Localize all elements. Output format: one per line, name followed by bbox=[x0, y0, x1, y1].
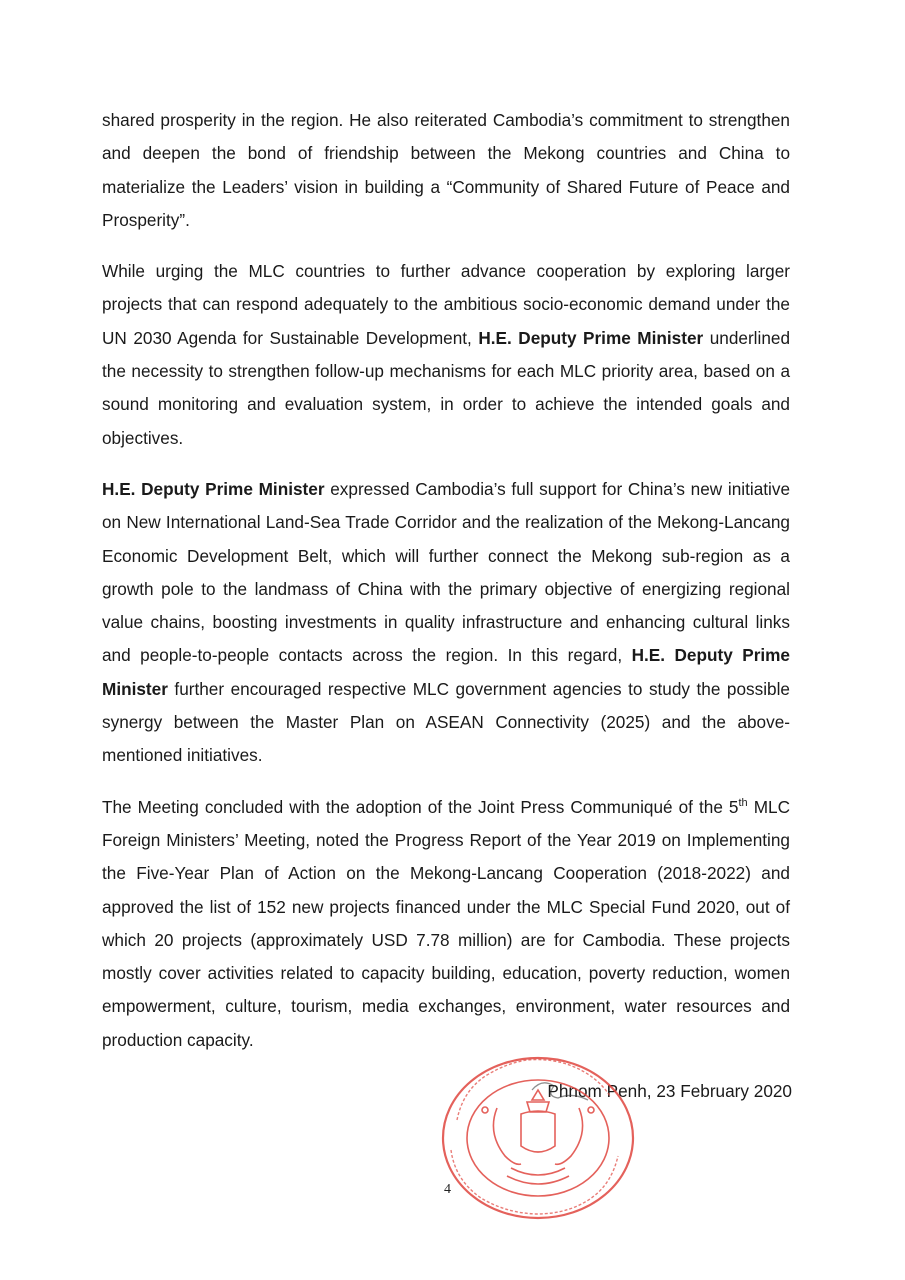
paragraph-2-text-b: underlined the necessity to strengthen follow-up mechanisms for each MLC priority area, based on a sound monitoring and evaluation system, in order to achieve the intended goals and objectives. bbox=[102, 327, 790, 448]
paragraph-1 bbox=[102, 104, 790, 237]
paragraph-3 bbox=[102, 473, 790, 773]
paragraph-3-text-b: further encouraged respective MLC government agencies to study the possible synergy between the Master Plan on ASEAN Connectivity (2025) and the above-mentioned initiatives. bbox=[102, 678, 790, 766]
deputy-pm-title: H.E. Deputy Prime Minister bbox=[478, 327, 704, 348]
page-number: 4 bbox=[444, 1182, 451, 1197]
paragraph-4-text-b: MLC Foreign Ministers’ Meeting, noted the Progress Report of the Year 2019 on Implementing the Five-Year Plan of Action on the Mekong-Lancang Cooperation (2018-2022) and approved the list of 152 new projects financed under the MLC Special Fund 2020, out of which 20 projects (approximately USD 7.78 million) are for Cambodia. These projects mostly cover activities related to capacity building, education, poverty reduction, women empowerment, culture, tourism, media exchanges, environment, water resources and production capacity. bbox=[102, 796, 790, 1050]
paragraph-2 bbox=[102, 255, 790, 455]
paragraph-1-text: shared prosperity in the region. He also reiterated Cambodia’s commitment to strengthen and deepen the bond of friendship between the Mekong countries and China to materialize the Leaders’ vision in building a “Community of Shared Future of Peace and Prosperity”. bbox=[102, 110, 790, 230]
paragraph-4 bbox=[102, 791, 790, 1057]
seal-ring bbox=[443, 1058, 633, 1218]
paragraph-4-text-a: The Meeting concluded with the adoption of the Joint Press Communiqué of the 5 bbox=[102, 796, 739, 817]
paragraph-2-text-a: While urging the MLC countries to further advance cooperation by exploring larger projects that can respond adequately to the ambitious socio-economic demand under the UN 2030 Agenda for Sustainable Development, bbox=[102, 261, 790, 348]
body-text bbox=[102, 104, 790, 1075]
paragraph-3-text-a: expressed Cambodia’s full support for China’s new initiative on New International Land-Sea Trade Corridor and the realization of the Mekong-Lancang Economic Development Belt, which will further connect the Mekong sub-region as a growth pole to the landmass of China with the primary objective of energizing regional value chains, boosting investments in quality infrastructure and enhancing cultural links and people-to-people contacts across the region. In this regard, bbox=[102, 478, 791, 666]
seal-border-script bbox=[451, 1060, 618, 1214]
place-date: Phnom Penh, 23 February 2020 bbox=[547, 1081, 792, 1101]
deputy-pm-title: H.E. Deputy Prime Minister bbox=[102, 645, 790, 699]
seal-crest bbox=[482, 1090, 594, 1184]
deputy-pm-title: H.E. Deputy Prime Minister bbox=[102, 478, 325, 499]
ordinal-superscript: th bbox=[738, 796, 748, 809]
royal-crest-seal-icon bbox=[437, 1050, 640, 1223]
